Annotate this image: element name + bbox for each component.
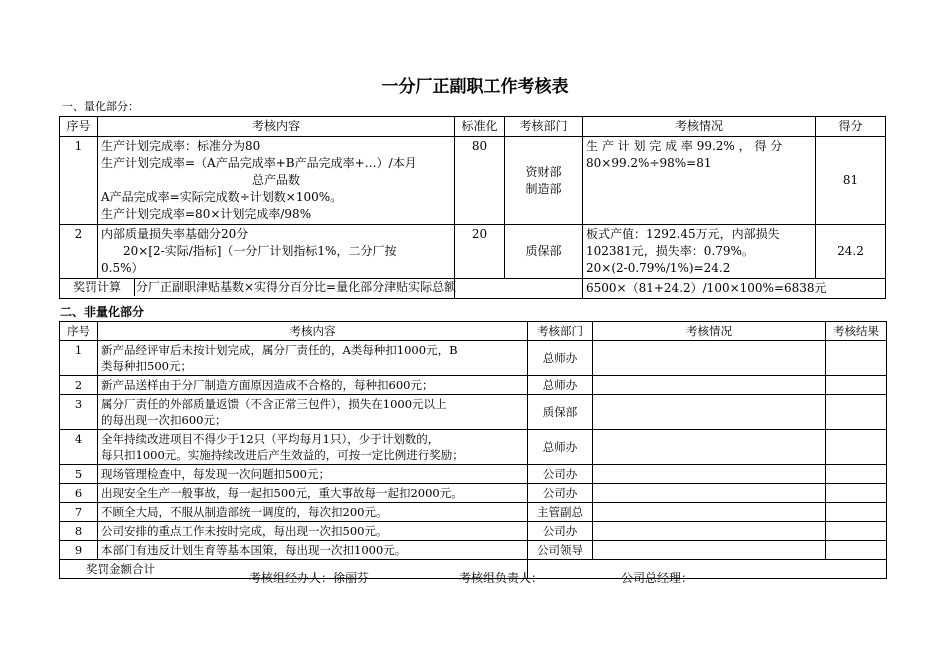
table-row <box>60 376 887 395</box>
row-dept <box>505 137 583 225</box>
row-seq: 6 <box>60 484 98 503</box>
row-content <box>98 395 528 430</box>
row-dept: 总师办 <box>528 341 593 376</box>
row-dept: 公司领导 <box>528 541 593 560</box>
table-row <box>60 395 887 430</box>
reward-formula-text: 分厂正副职津贴基数×实得分百分比=量化部分津贴实际总额 <box>136 280 457 294</box>
content-line: 的每出现一次扣600元； <box>101 413 227 427</box>
situation-line: 20×(2-0.79%/1%)=24.2 <box>586 261 731 275</box>
col-header-score: 得分 <box>816 117 886 137</box>
row-seq: 8 <box>60 522 98 541</box>
table-row <box>60 541 887 560</box>
table-row <box>60 341 887 376</box>
row-content <box>98 541 528 560</box>
row-dept: 公司办 <box>528 465 593 484</box>
content-line: 属分厂责任的外部质量返馈（不含正常三包件），损失在1000元以上 <box>101 397 447 411</box>
row-dept: 质保部 <box>528 395 593 430</box>
content-line: 现场管理检查中，每发现一次问题扣500元； <box>101 467 330 481</box>
row-result <box>826 395 887 430</box>
row-standard: 20 <box>455 225 505 279</box>
row-situation <box>593 376 826 395</box>
row-content <box>98 137 455 225</box>
table-row <box>60 225 886 279</box>
table-header-row <box>60 322 887 341</box>
row-situation <box>593 395 826 430</box>
content-line: 不顾全大局，不服从制造部统一调度的，每次扣200元。 <box>101 505 388 519</box>
quantified-table <box>59 116 886 299</box>
content-line: 新产品送样由于分厂制造方面原因造成不合格的，每种扣600元； <box>101 378 434 392</box>
row-dept: 公司办 <box>528 522 593 541</box>
situation-line: 80×99.2%÷98%=81 <box>586 156 712 170</box>
row-seq: 3 <box>60 395 98 430</box>
col-header-situation: 考核情况 <box>583 117 816 137</box>
col-header-result: 考核结果 <box>826 322 887 341</box>
row-dept: 总师办 <box>528 430 593 465</box>
row-situation <box>583 137 816 225</box>
page-title: 一分厂正副职工作考核表 <box>381 77 569 97</box>
content-line: 20×[2-实际/指标]（一分厂计划指标1%，二分厂按 <box>123 244 397 258</box>
row-dept <box>505 225 583 279</box>
section2-label: 二、非量化部分 <box>60 305 145 319</box>
row-situation <box>593 522 826 541</box>
row-content <box>98 484 528 503</box>
row-seq: 2 <box>60 376 98 395</box>
row-result <box>826 341 887 376</box>
col-header-content: 考核内容 <box>98 322 528 341</box>
row-content <box>98 465 528 484</box>
content-line: 全年持续改进项目不得少于12只（平均每月1只），少于计划数的， <box>101 432 440 446</box>
col-header-seq: 序号 <box>60 117 98 137</box>
row-standard: 80 <box>455 137 505 225</box>
row-seq: 9 <box>60 541 98 560</box>
table-row <box>60 484 887 503</box>
row-score: 24.2 <box>816 225 886 279</box>
section1-label: 一、量化部分： <box>62 100 139 113</box>
total-value <box>528 560 887 579</box>
reward-label: 奖罚计算 <box>60 279 135 296</box>
reward-formula <box>136 279 583 299</box>
row-result <box>826 522 887 541</box>
table-header-row <box>60 117 886 137</box>
row-seq: 5 <box>60 465 98 484</box>
content-line: 0.5%） <box>101 261 144 275</box>
col-header-dept: 考核部门 <box>505 117 583 137</box>
row-situation <box>593 341 826 376</box>
non-quantified-rows <box>60 341 887 560</box>
row-situation <box>593 430 826 465</box>
content-line: 总产品数 <box>251 173 300 187</box>
content-line: 生产计划完成率：标准分为80 <box>101 139 261 153</box>
situation-line: 板式产值：1292.45万元，内部损失 <box>586 227 780 241</box>
content-line: 类每种扣500元； <box>101 359 192 373</box>
col-header-standard: 标准化 <box>455 117 505 137</box>
row-content <box>98 376 528 395</box>
col-header-dept: 考核部门 <box>528 322 593 341</box>
content-line: 每只扣1000元。实施持续改进后产生效益的，可按一定比例进行奖励； <box>101 448 464 462</box>
row-result <box>826 503 887 522</box>
col-header-seq: 序号 <box>60 322 98 341</box>
total-label: 奖罚金额合计 <box>60 560 528 579</box>
row-situation <box>583 225 816 279</box>
row-dept: 主管副总 <box>528 503 593 522</box>
row-result <box>826 484 887 503</box>
row-dept: 总师办 <box>528 376 593 395</box>
content-line: A产品完成率=实际完成数÷计划数×100%。 <box>101 190 343 204</box>
content-line: 生产计划完成率=（A产品完成率+B产品完成率+…）/本月 <box>101 156 417 170</box>
table-row <box>60 430 887 465</box>
row-content <box>98 522 528 541</box>
row-situation <box>593 541 826 560</box>
row-result <box>826 430 887 465</box>
situation-line: 生 产 计 划 完 成 率 99.2% ， 得 分 <box>586 139 783 153</box>
row-result <box>826 376 887 395</box>
row-score: 81 <box>816 137 886 225</box>
row-seq: 1 <box>60 341 98 376</box>
non-quantified-table <box>59 321 887 579</box>
content-line: 生产计划完成率=80×计划完成率/98% <box>101 207 312 221</box>
row-seq: 7 <box>60 503 98 522</box>
row-seq: 2 <box>60 225 98 279</box>
row-seq: 1 <box>60 137 98 225</box>
row-content <box>98 225 455 279</box>
row-result <box>826 541 887 560</box>
row-content <box>98 341 528 376</box>
content-line: 公司安排的重点工作未按时完成，每出现一次扣500元。 <box>101 524 388 538</box>
row-situation <box>593 465 826 484</box>
dept-line: 制造部 <box>525 181 562 196</box>
row-content <box>98 503 528 522</box>
row-result <box>826 465 887 484</box>
content-line: 本部门有违反计划生育等基本国策，每出现一次扣1000元。 <box>101 543 407 557</box>
situation-line: 102381元，损失率：0.79%。 <box>586 244 754 258</box>
table-row <box>60 503 887 522</box>
row-situation <box>593 503 826 522</box>
footer-manager: 公司总经理： <box>621 571 694 585</box>
content-line: 出现安全生产一般事故，每一起扣500元，重大事故每一起扣2000元。 <box>101 486 463 500</box>
row-content <box>98 430 528 465</box>
row-dept: 公司办 <box>528 484 593 503</box>
col-header-content: 考核内容 <box>98 117 455 137</box>
table-row <box>60 522 887 541</box>
footer-leader: 考核组负责人： <box>459 571 544 585</box>
footer-handler: 考核组经办人：徐丽芬 <box>249 571 370 585</box>
content-line: 新产品经评审后未按计划完成，属分厂责任的，A类每种扣1000元，B <box>101 343 458 357</box>
dept-line: 资财部 <box>525 164 562 179</box>
row-seq: 4 <box>60 430 98 465</box>
dept-line: 质保部 <box>525 244 562 258</box>
content-line: 内部质量损失率基础分20分 <box>101 227 249 241</box>
reward-result: 6500×（81+24.2）/100×100%=6838元 <box>583 279 886 299</box>
table-row <box>60 465 887 484</box>
table-row <box>60 137 886 225</box>
col-header-situation: 考核情况 <box>593 322 826 341</box>
reward-row <box>60 279 886 299</box>
row-situation <box>593 484 826 503</box>
